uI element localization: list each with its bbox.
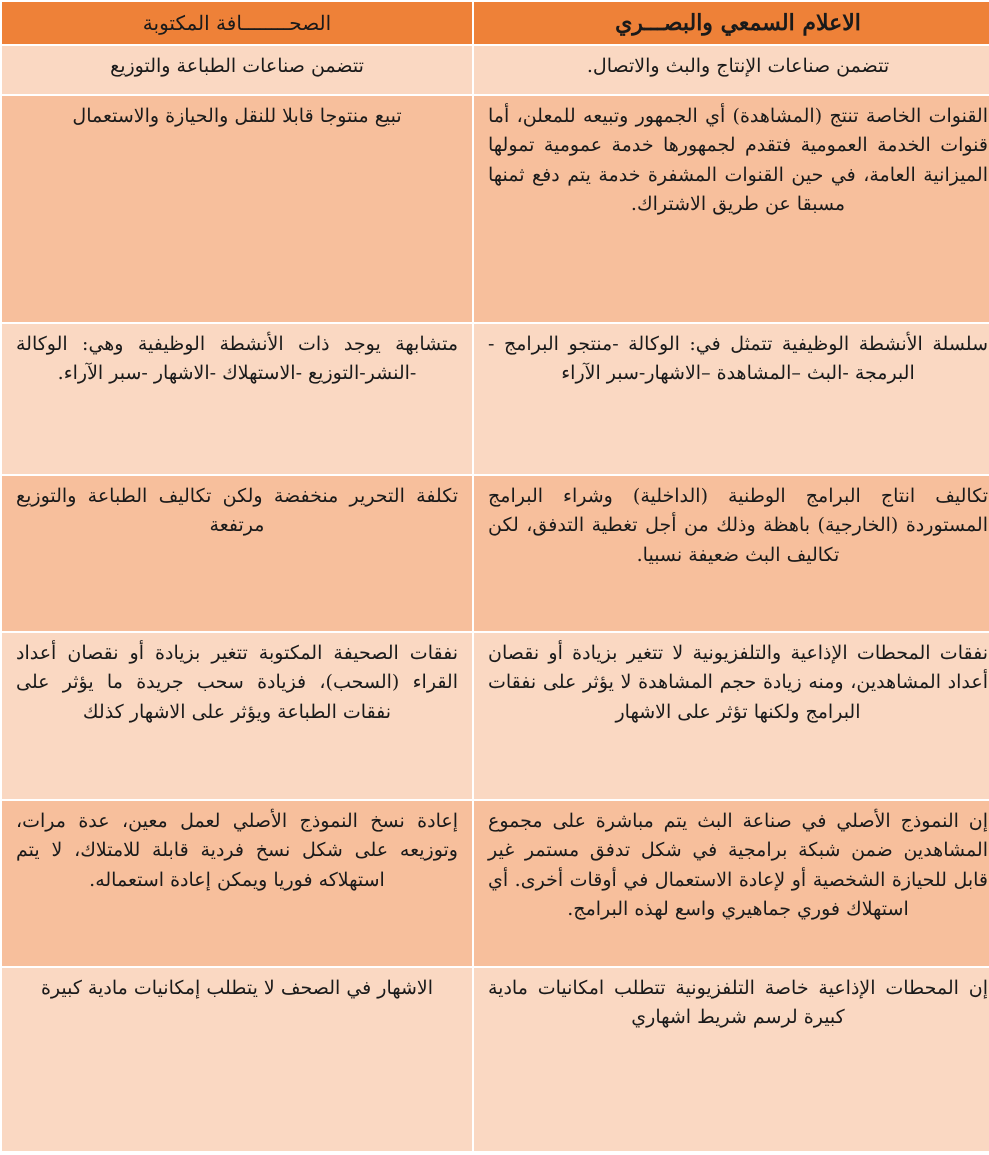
cell-audiovisual: القنوات الخاصة تنتج (المشاهدة) أي الجمهور وتبيعه للمعلن، أما قنوات الخدمة العمومية فتقدم لجمهورها خدمة عمومية تمولها الميزانية العامة، في حين القنوات المشفرة خدمة يتم دفع ثمنها مسبقا عن طريق الاشتراك. bbox=[473, 95, 989, 323]
table-row bbox=[1, 95, 989, 323]
cell-print: إعادة نسخ النموذج الأصلي لعمل معين، عدة مرات، وتوزيعه على شكل نسخ فردية قابلة للامتلاك، لا يتم استهلاكه فوريا ويمكن إعادة استعماله. bbox=[1, 800, 473, 967]
cell-audiovisual: إن المحطات الإذاعية خاصة التلفزيونية تتطلب امكانيات مادية كبيرة لرسم شريط اشهاري bbox=[473, 967, 989, 1152]
table-row bbox=[1, 45, 989, 95]
table-row bbox=[1, 800, 989, 967]
cell-audiovisual: تكاليف انتاج البرامج الوطنية (الداخلية) وشراء البرامج المستوردة (الخارجية) باهظة وذلك من أجل تغطية التدفق، لكن تكاليف البث ضعيفة نسبيا. bbox=[473, 475, 989, 632]
cell-print: متشابهة يوجد ذات الأنشطة الوظيفية وهي: الوكالة -النشر-التوزيع -الاستهلاك -الاشهار -سبر الآراء. bbox=[1, 323, 473, 475]
cell-audiovisual: إن النموذج الأصلي في صناعة البث يتم مباشرة على مجموع المشاهدين ضمن شبكة برامجية في شكل تدفق مستمر غير قابل للحيازة الشخصية أو لإعادة الاستعمال في أوقات أخرى. أي استهلاك فوري جماهيري واسع لهذه البرامج. bbox=[473, 800, 989, 967]
cell-audiovisual: سلسلة الأنشطة الوظيفية تتمثل في: الوكالة -منتجو البرامج - البرمجة -البث –المشاهدة –الاشهار-سبر الآراء bbox=[473, 323, 989, 475]
cell-audiovisual: نفقات المحطات الإذاعية والتلفزيونية لا تتغير بزيادة أو نقصان أعداد المشاهدين، ومنه زيادة حجم المشاهدة لا يؤثر على نفقات البرامج ولكنها تؤثر على الاشهار bbox=[473, 632, 989, 800]
table-header-row bbox=[1, 1, 989, 45]
table-row bbox=[1, 475, 989, 632]
cell-print: تتضمن صناعات الطباعة والتوزيع bbox=[1, 45, 473, 95]
header-audiovisual-media: الاعلام السمعي والبصـــري bbox=[473, 1, 989, 45]
table-row bbox=[1, 967, 989, 1152]
cell-print: نفقات الصحيفة المكتوبة تتغير بزيادة أو نقصان أعداد القراء (السحب)، فزيادة سحب جريدة ما يؤثر على نفقات الطباعة ويؤثر على الاشهار كذلك bbox=[1, 632, 473, 800]
table-row bbox=[1, 323, 989, 475]
header-print-press: الصحــــــــافة المكتوبة bbox=[1, 1, 473, 45]
cell-print: تبيع منتوجا قابلا للنقل والحيازة والاستعمال bbox=[1, 95, 473, 323]
cell-print: تكلفة التحرير منخفضة ولكن تكاليف الطباعة والتوزيع مرتفعة bbox=[1, 475, 473, 632]
cell-print: الاشهار في الصحف لا يتطلب إمكانيات مادية كبيرة bbox=[1, 967, 473, 1152]
cell-audiovisual: تتضمن صناعات الإنتاج والبث والاتصال. bbox=[473, 45, 989, 95]
table-row bbox=[1, 632, 989, 800]
